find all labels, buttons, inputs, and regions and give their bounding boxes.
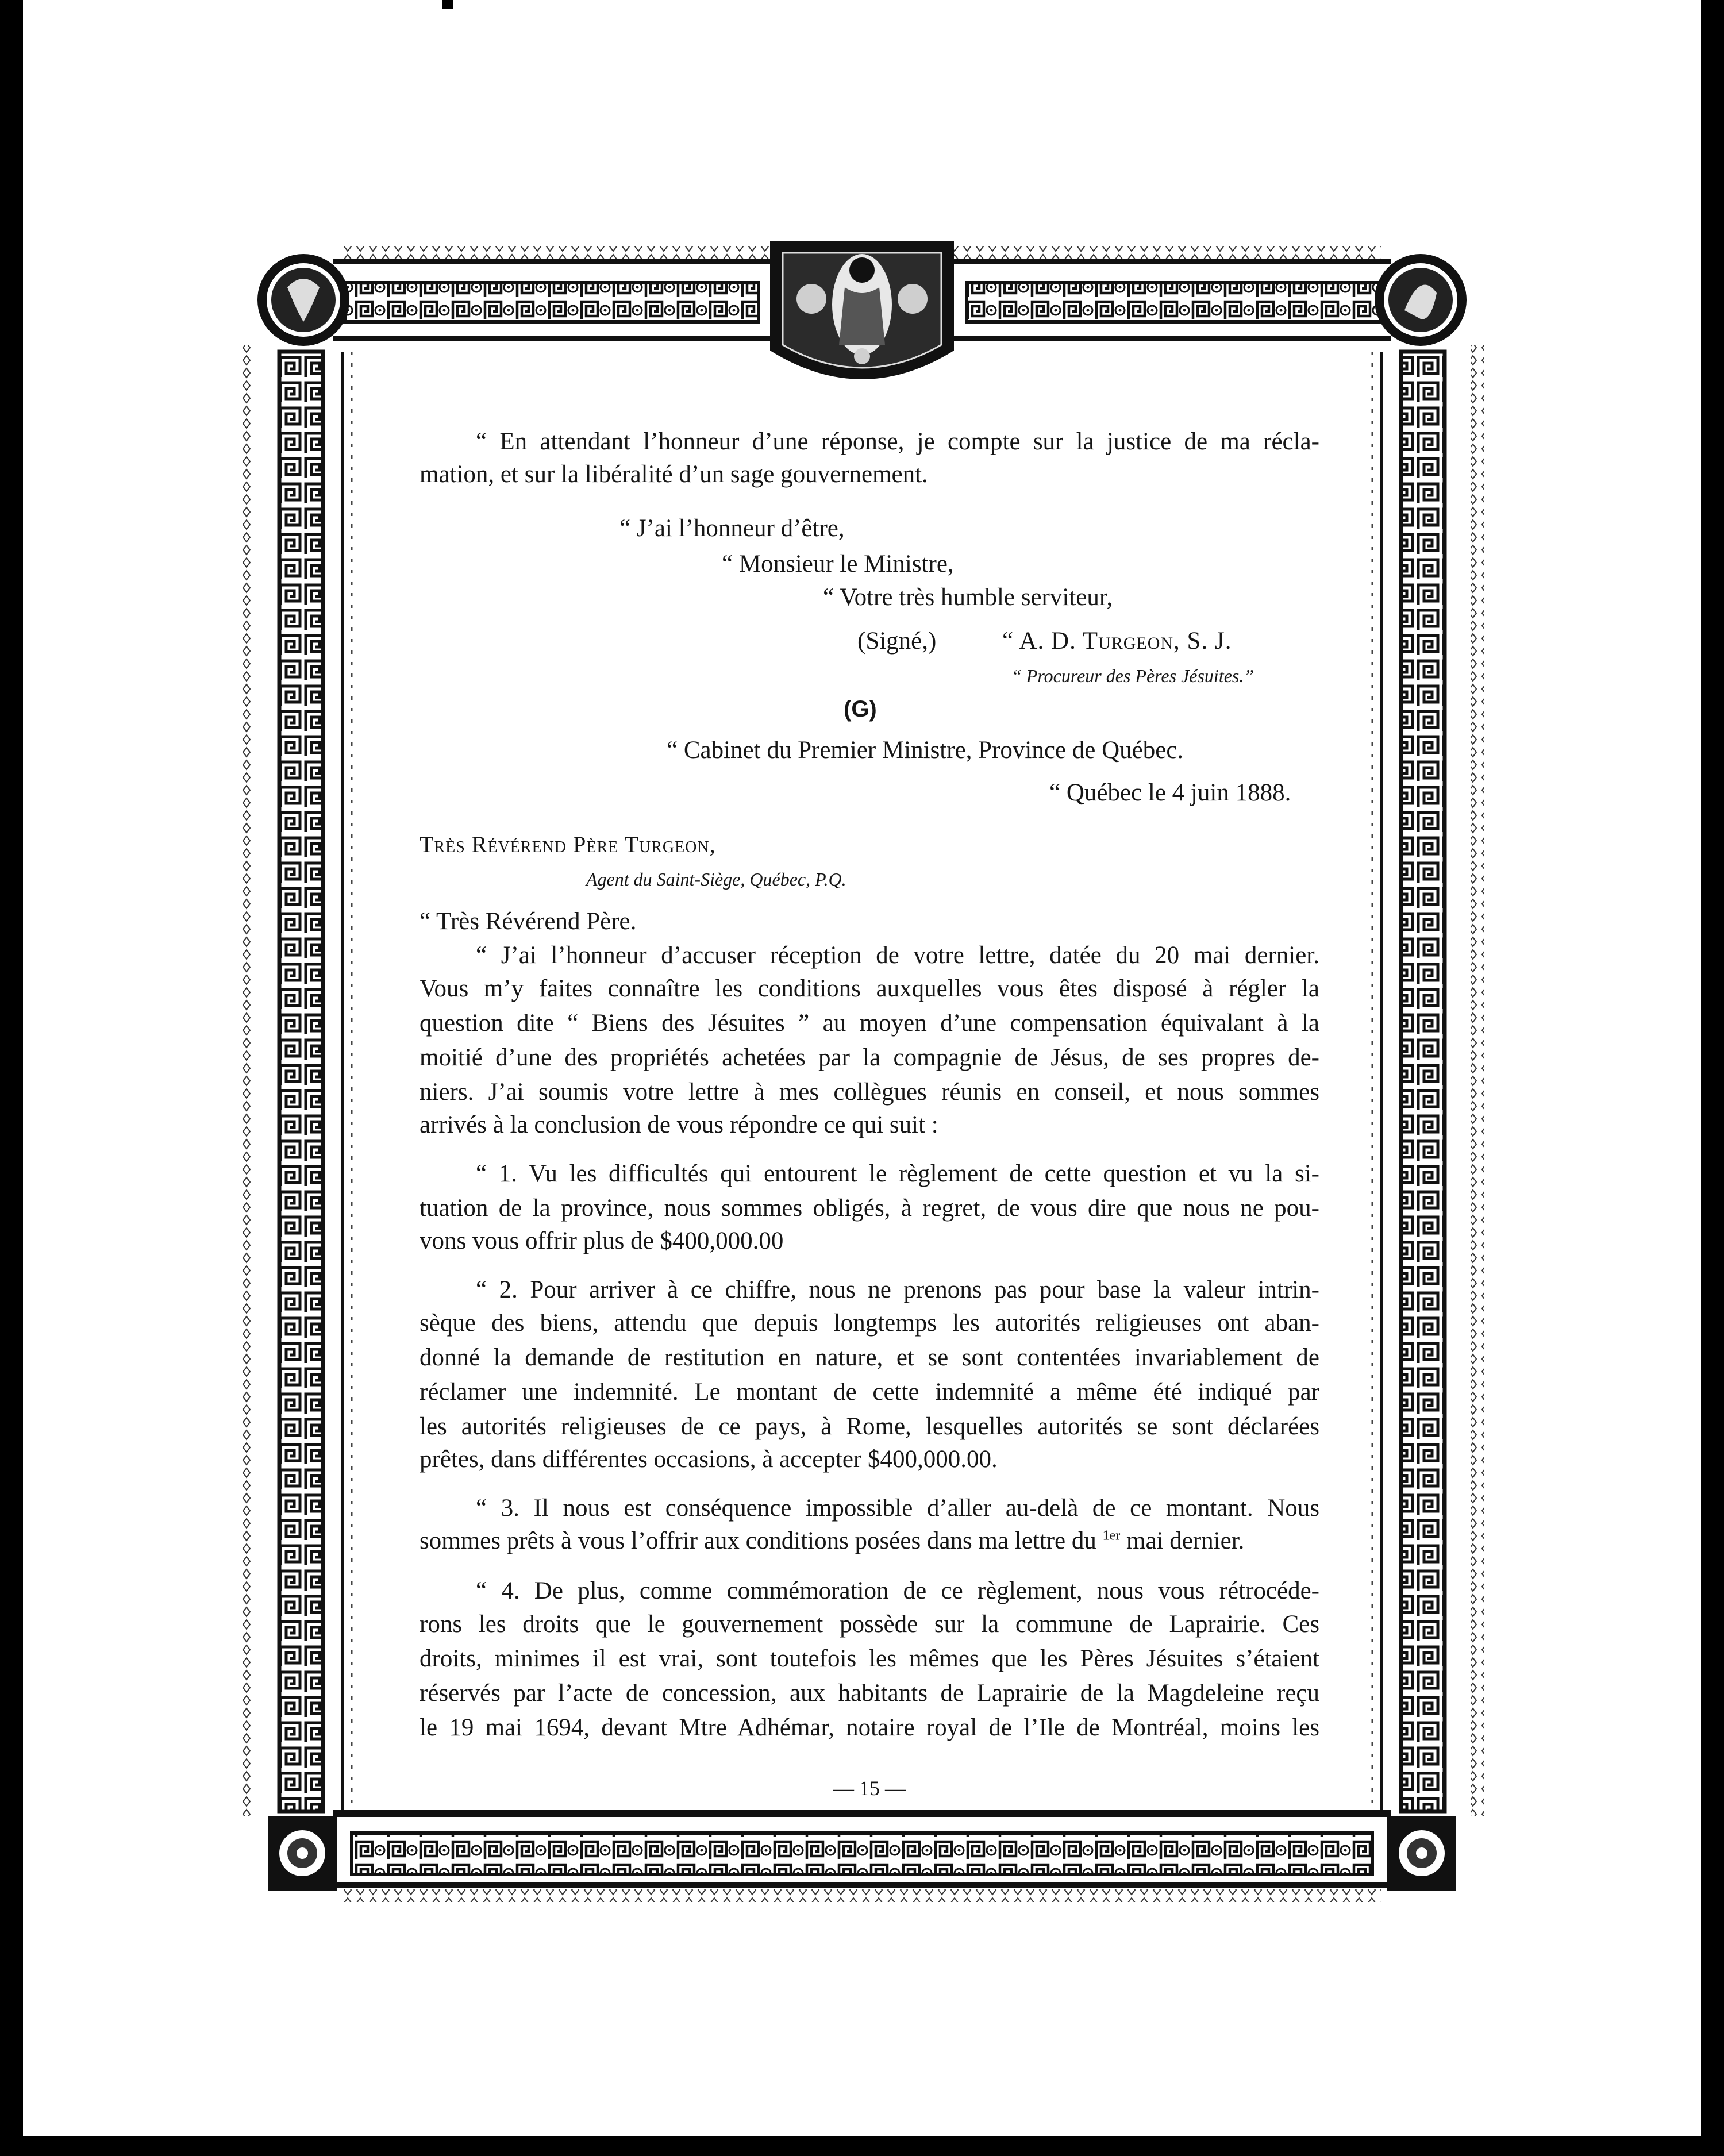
corner-ornament-bottom-right	[1387, 1816, 1456, 1891]
para4-line-2-text: sommes prêts à vous l’offrir aux conditions posées dans ma lettre du	[420, 1527, 1096, 1554]
para4-line-1: “ 3. Il nous est conséquence impossible d’aller au-delà de ce montant. Nous	[476, 1495, 1319, 1522]
letter-date: “ Québec le 4 juin 1888.	[1049, 779, 1291, 806]
letter-addressee: Très Révérend Père Turgeon,	[420, 831, 716, 857]
para2-line-3: vons vous offrir plus de $400,000.00	[420, 1227, 784, 1254]
corner-medallion-top-left	[257, 254, 349, 346]
letter-office: “ Cabinet du Premier Ministre, Province de Québec.	[667, 737, 1184, 764]
closing-line-1: “ En attendant l’honneur d’une réponse, je compte sur la justice de ma récla-	[476, 428, 1319, 455]
signature-title: “ Procureur des Pères Jésuites.”	[1011, 665, 1254, 686]
salutation-line-2: “ Monsieur le Ministre,	[722, 550, 954, 578]
section-label: (G)	[844, 696, 877, 722]
para3-line-4: réclamer une indemnité. Le montant de cette indemnité a même été indiqué par	[420, 1379, 1319, 1406]
letter-addressee-title: Agent du Saint-Siège, Québec, P.Q.	[586, 869, 846, 890]
para5-line-1: “ 4. De plus, comme commémoration de ce règlement, nous vous rétrocéde-	[476, 1577, 1319, 1604]
para2-line-2: tuation de la province, nous sommes obligés, à regret, de vous dire que nous ne pou-	[420, 1195, 1319, 1222]
para3-line-6: prêtes, dans différentes occasions, à accepter $400,000.00.	[420, 1446, 998, 1473]
salutation-line-1: “ J’ai l’honneur d’être,	[619, 515, 845, 542]
para3-line-1: “ 2. Pour arriver à ce chiffre, nous ne prenons pas pour base la valeur intrin-	[476, 1276, 1319, 1303]
para5-line-2: rons les droits que le gouvernement possède sur la commune de Laprairie. Ces	[420, 1611, 1319, 1638]
para4-superscript: 1er	[1102, 1528, 1121, 1543]
para5-line-4: réservés par l’acte de concession, aux habitants de Laprairie de la Magdeleine reçu	[420, 1680, 1319, 1707]
para1-line-1: “ J’ai l’honneur d’accuser réception de votre lettre, datée du 20 mai dernier.	[476, 942, 1319, 969]
para5-line-3: droits, minimes il est vrai, sont toutefois les mêmes que les Pères Jésuites s’étaient	[420, 1645, 1319, 1672]
para3-line-2: sèque des biens, attendu que depuis longtemps les autorités religieuses ont aban-	[420, 1310, 1319, 1337]
para1-line-6: arrivés à la conclusion de vous répondre ce qui suit :	[420, 1111, 938, 1138]
para4-line-2	[420, 1524, 1244, 1558]
closing-line-2: mation, et sur la libéralité d’un sage gouvernement.	[420, 461, 928, 488]
signature-name: “ A. D. Turgeon, S. J.	[1002, 627, 1232, 654]
para2-line-1: “ 1. Vu les difficultés qui entourent le règlement de cette question et vu la si-	[476, 1160, 1319, 1187]
para5-line-5: le 19 mai 1694, devant Mtre Adhémar, notaire royal de l’Ile de Montréal, moins les	[420, 1714, 1319, 1741]
corner-ornament-bottom-left	[268, 1816, 337, 1891]
para1-line-2: Vous m’y faites connaître les conditions auxquelles vous êtes disposé à régler la	[420, 975, 1319, 1002]
para4-line-2-end: mai dernier.	[1126, 1527, 1245, 1554]
para1-line-4: moitié d’une des propriétés achetées par la compagnie de Jésus, de ses propres de-	[420, 1044, 1319, 1071]
letter-greeting: “ Très Révérend Père.	[420, 908, 637, 935]
para3-line-5: les autorités religieuses de ce pays, à Rome, lesquelles autorités se sont déclarées	[420, 1413, 1319, 1440]
page-number: — 15 —	[833, 1777, 906, 1800]
para1-line-3: question dite “ Biens des Jésuites ” au moyen d’une compensation équivalant à la	[420, 1010, 1319, 1037]
para3-line-3: donné la demande de restitution en nature, et se sont contentées invariablement de	[420, 1344, 1319, 1371]
salutation-line-3: “ Votre très humble serviteur,	[823, 584, 1113, 611]
corner-medallion-top-right	[1375, 254, 1467, 346]
central-vignette	[770, 241, 954, 379]
para1-line-5: niers. J’ai soumis votre lettre à mes collègues réunis en conseil, et nous sommes	[420, 1079, 1319, 1106]
signed-label: (Signé,)	[857, 627, 937, 654]
